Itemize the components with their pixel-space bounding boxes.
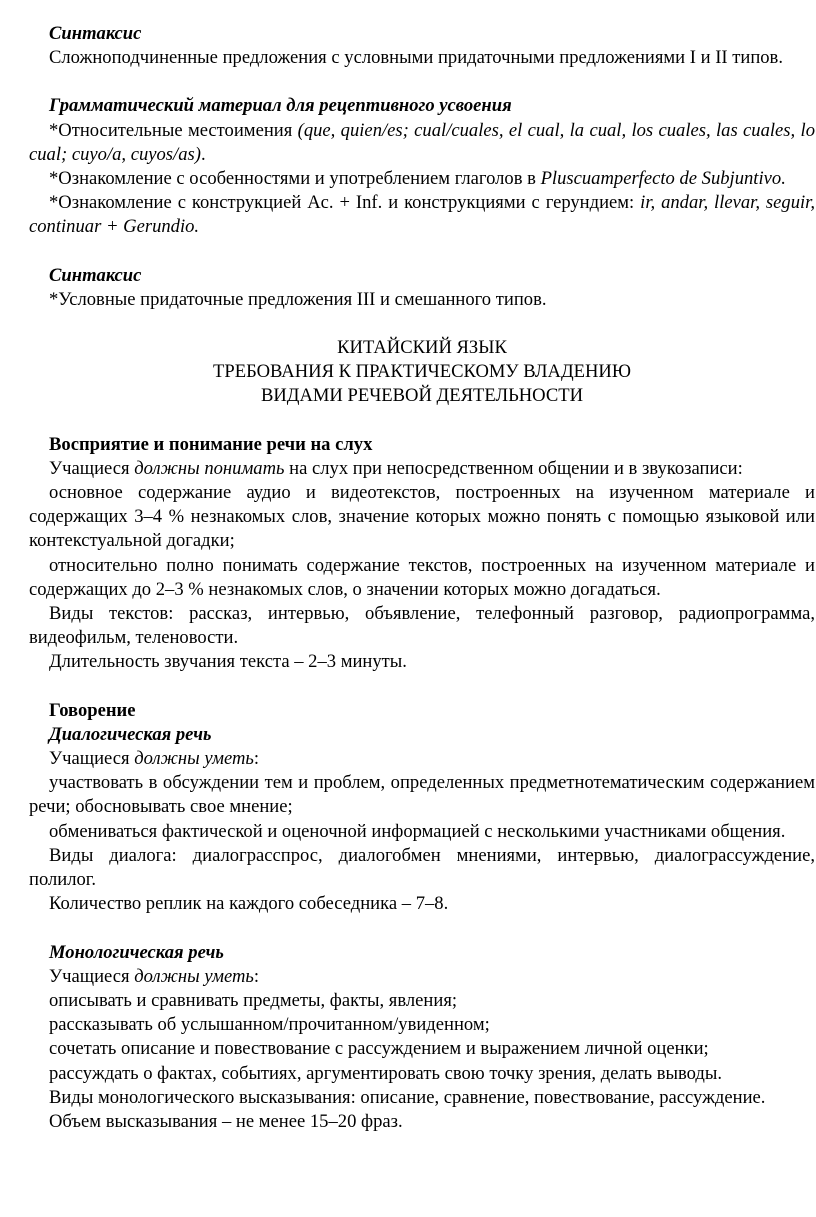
section-title-line-1: КИТАЙСКИЙ ЯЗЫК — [337, 337, 507, 359]
monologue-paragraph-3: сочетать описание и повествование с рассуждением и выражением личной оценки; — [49, 1038, 709, 1060]
dialogue-paragraph-1: участвовать в обсуждении тем и проблем, определенных предметнотематическим содержанием речи; обосновывать свое мнение; — [29, 772, 815, 818]
dialogue-paragraph-3: Виды диалога: диалограсспрос, диалогобмен мнениями, интервью, диалограссуждение, полилог. — [29, 844, 815, 891]
relative-pronouns-end: . — [200, 143, 206, 165]
section-title-line-3: ВИДАМИ РЕЧЕВОЙ ДЕЯТЕЛЬНОСТИ — [260, 385, 584, 407]
monologue-intro-emphasis: должны уметь — [134, 965, 254, 987]
spacer — [29, 675, 815, 699]
grammar-heading: Грамматический материал для рецептивного усвоения — [49, 95, 512, 117]
dialogue-heading: Диалогическая речь — [49, 723, 212, 745]
listening-paragraph-1: основное содержание аудио и видеотекстов, построенных на изученном материале и содержащих 3–4 % незнакомых слов, значение которых можно понять с помощью языковой или контекстуальной догадки; — [29, 482, 815, 552]
listening-intro-text: Учащиеся — [49, 457, 135, 479]
listening-paragraph-2: относительно полно понимать содержание текстов, построенных на изученном материале и содержащих до 2–3 % незнакомых слов, о значении которых можно догадаться. — [29, 554, 815, 600]
gerund-text: *Ознакомление с конструкцией Ac. + Inf. и конструкциями с герундием: — [49, 192, 641, 214]
gerund-paragraph — [29, 191, 815, 239]
listening-intro — [29, 457, 815, 481]
listening-heading: Восприятие и понимание речи на слух — [49, 433, 373, 455]
relative-pronouns-examples: (que, quien/es; cual/cuales, el cual, la cual, los cuales, las cuales, lo cual; cuyo/a, cuyos/as) — [29, 119, 816, 165]
listening-paragraph-4: Длительность звучания текста – 2–3 минуты. — [49, 651, 407, 673]
dialogue-paragraph-4: Количество реплик на каждого собеседника – 7–8. — [49, 893, 449, 915]
syntax-heading-1: Синтаксис — [49, 23, 142, 44]
listening-intro-end: на слух при непосредственном общении и в звукозаписи: — [284, 457, 743, 479]
gerund-examples: ir, andar, llevar, seguir, continuar + Gerundio. — [29, 192, 815, 238]
dialogue-intro-text: Учащиеся — [49, 748, 135, 770]
monologue-intro — [29, 965, 815, 989]
dialogue-intro-end: : — [253, 748, 260, 770]
pluscuamperfecto-text: *Ознакомление с особенностями и употреблением глаголов в — [49, 168, 541, 190]
dialogue-intro — [29, 747, 815, 771]
syntax-paragraph-2: *Условные придаточные предложения III и смешанного типов. — [49, 288, 547, 310]
monologue-paragraph-5: Виды монологического высказывания: описание, сравнение, повествование, рассуждение. — [49, 1086, 766, 1108]
speaking-heading: Говорение — [49, 699, 136, 721]
spacer — [29, 917, 815, 941]
monologue-paragraph-6: Объем высказывания – не менее 15–20 фраз. — [49, 1110, 403, 1132]
relative-pronouns-text: *Относительные местоимения — [49, 119, 298, 141]
dialogue-paragraph-2: обмениваться фактической и оценочной информацией с несколькими участниками общения. — [49, 820, 786, 842]
spacer — [29, 312, 815, 336]
monologue-paragraph-2: рассказывать об услышанном/прочитанном/увиденном; — [49, 1014, 490, 1036]
monologue-intro-text: Учащиеся — [49, 965, 135, 987]
syntax-heading-2: Синтаксис — [49, 264, 142, 286]
listening-intro-emphasis: должны понимать — [134, 457, 285, 479]
spacer — [29, 409, 815, 433]
relative-pronouns-paragraph — [29, 119, 815, 167]
pluscuamperfecto-paragraph — [29, 167, 815, 191]
pluscuamperfecto-term: Pluscuamperfecto de Subjuntivo. — [540, 168, 786, 190]
spacer — [29, 70, 815, 94]
monologue-paragraph-4: рассуждать о фактах, событиях, аргументировать свою точку зрения, делать выводы. — [49, 1062, 723, 1084]
monologue-intro-end: : — [253, 965, 260, 987]
monologue-paragraph-1: описывать и сравнивать предметы, факты, явления; — [49, 989, 458, 1011]
spacer — [29, 240, 815, 264]
section-title-line-2: ТРЕБОВАНИЯ К ПРАКТИЧЕСКОМУ ВЛАДЕНИЮ — [213, 361, 631, 383]
dialogue-intro-emphasis: должны уметь — [134, 748, 254, 770]
syntax-paragraph-1: Сложноподчиненные предложения с условными придаточными предложениями I и II типов. — [49, 47, 783, 69]
listening-paragraph-3: Виды текстов: рассказ, интервью, объявление, телефонный разговор, радиопрограмма, видеофильм, теленовости. — [29, 603, 815, 649]
monologue-heading: Монологическая речь — [49, 941, 224, 963]
